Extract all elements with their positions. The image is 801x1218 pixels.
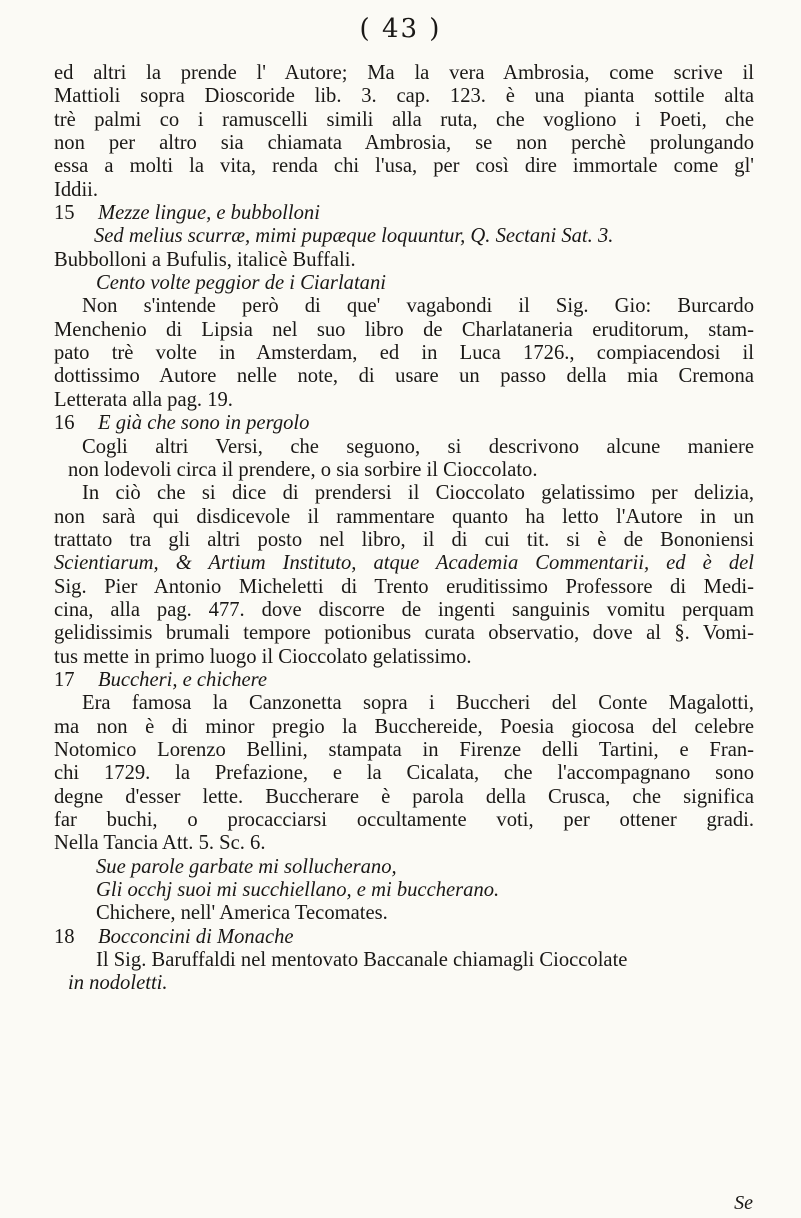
- text-line: Cogli altri Versi, che seguono, si descrivono alcune maniere: [82, 435, 754, 458]
- text-line: essa a molti la vita, renda chi l'usa, per così dire immortale come gl': [54, 155, 754, 178]
- text-line: Non s'intende però di que' vagabondi il Sig. Gio: Burcardo: [82, 295, 754, 318]
- lemma: Bocconcini di Monache: [98, 925, 294, 948]
- text-line: Letterata alla pag. 19.: [54, 388, 233, 411]
- text-line: Iddii.: [54, 178, 99, 201]
- lemma: Cento volte peggior de i Ciarlatani: [96, 272, 387, 295]
- verse-number: 16: [54, 412, 75, 435]
- note-heading: [54, 926, 754, 949]
- text-line: trattato tra gli altri posto nel libro, il di cui tit. si è de Bononiensi: [54, 528, 754, 551]
- text-line: tus mette in primo luogo il Cioccolato gelatissimo.: [54, 645, 472, 668]
- verse-number: 15: [54, 202, 75, 225]
- text-line: non sarà qui disdicevole il rammentare quanto ha letto l'Autore in un: [54, 505, 754, 528]
- text-line: gelidissimis brumali tempore potionibus curata observatio, dove al §. Vomi-: [54, 622, 754, 645]
- text-line: Nella Tancia Att. 5. Sc. 6.: [54, 832, 266, 855]
- text-line: far buchi, o procacciarsi occultamente voti, per ottener gradi.: [54, 809, 754, 831]
- verse-quote: Gli occhj suoi mi succhiellano, e mi buccherano.: [96, 879, 500, 902]
- verse-quote: Sue parole garbate mi sollucherano,: [96, 855, 397, 878]
- text-line: degne d'esser lette. Buccherare è parola della Crusca, che significa: [54, 785, 754, 808]
- text-line: Sig. Pier Antonio Micheletti di Trento eruditissimo Professore di Medi-: [54, 575, 754, 598]
- text-line: cina, alla pag. 477. dove discorre de ingenti sanguinis vomitu perquam: [54, 598, 754, 621]
- text-line: Notomico Lorenzo Bellini, stampata in Firenze delli Tartini, e Fran-: [54, 738, 754, 761]
- note-heading: [54, 202, 754, 225]
- text-line: Bubbolloni a Bufulis, italicè Buffali.: [54, 248, 356, 271]
- page-number: ( 43 ): [359, 14, 442, 44]
- text-line: chi 1729. la Prefazione, e la Cicalata, che l'accompagnano sono: [54, 762, 754, 785]
- text-line: Scientiarum, & Artium Instituto, atque Academia Commentarii, ed è del: [54, 552, 754, 575]
- text-line: Chichere, nell' America Tecomates.: [96, 902, 388, 925]
- text-line: Mattioli sopra Dioscoride lib. 3. cap. 123. è una pianta sottile alta: [54, 85, 754, 108]
- text-line: pato trè volte in Amsterdam, ed in Luca 1726., compiacendosi il: [54, 342, 754, 365]
- lemma: Mezze lingue, e bubbolloni: [98, 202, 320, 225]
- text-line: Era famosa la Canzonetta sopra i Buccheri del Conte Magalotti,: [82, 692, 754, 715]
- text-line: in nodoletti.: [68, 972, 168, 995]
- body-text: [54, 62, 754, 996]
- text-line: ed altri la prende l' Autore; Ma la vera Ambrosia, come scrive il: [54, 62, 754, 84]
- verse-number: 17: [54, 668, 75, 691]
- note-heading: [54, 412, 754, 435]
- text-line: ma non è di minor pregio la Bucchereide, Poesia giocosa del celebre: [54, 715, 754, 738]
- text-line: dottissimo Autore nelle note, di usare un passo della mia Cremona: [54, 365, 754, 388]
- catchword: Se: [734, 1192, 753, 1214]
- text-line: non lodevoli circa il prendere, o sia sorbire il Cioccolato.: [68, 458, 538, 481]
- note-heading: [54, 669, 754, 692]
- lemma: Buccheri, e chichere: [98, 668, 268, 691]
- text-line: Il Sig. Baruffaldi nel mentovato Baccanale chiamagli Cioccolate: [96, 949, 628, 972]
- text-line: Menchenio di Lipsia nel suo libro de Charlataneria eruditorum, stam-: [54, 318, 754, 341]
- text-line: non per altro sia chiamata Ambrosia, se non perchè prolungando: [54, 132, 754, 155]
- latin-quote: Sed melius scurræ, mimi pupæque loquuntur, Q. Sectani Sat. 3.: [94, 225, 614, 248]
- text-line: trè palmi co i ramuscelli simili alla ruta, che vogliono i Poeti, che: [54, 108, 754, 131]
- lemma: E già che sono in pergolo: [98, 412, 310, 435]
- verse-number: 18: [54, 925, 75, 948]
- text-line: In ciò che si dice di prendersi il Cioccolato gelatissimo per delizia,: [82, 482, 754, 505]
